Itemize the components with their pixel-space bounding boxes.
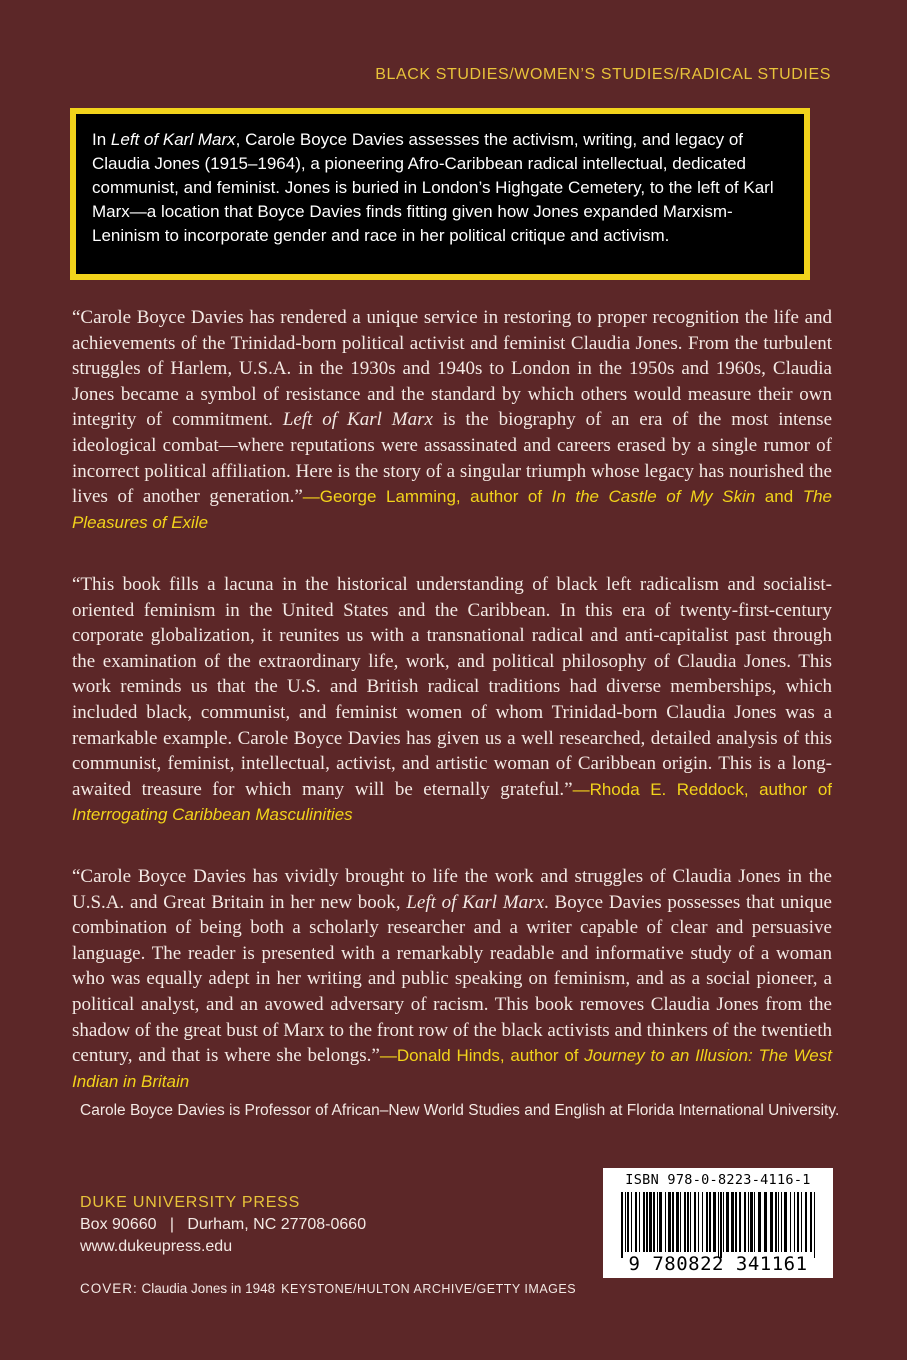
barcode-bar bbox=[690, 1192, 691, 1252]
barcode-bar bbox=[657, 1192, 658, 1252]
barcode-bar bbox=[784, 1192, 787, 1252]
barcode-bar bbox=[758, 1192, 761, 1252]
barcode-bar bbox=[639, 1192, 640, 1252]
barcode-bar bbox=[726, 1192, 729, 1252]
barcode-bar bbox=[718, 1192, 719, 1258]
intro-text: In Left of Karl Marx, Carole Boyce Davies assesses the activism, writing, and legacy of Claudia Jones (1915–1964), a pioneering Afro-Caribbean radical intellectual, dedicated communist, and feminist. Jones is buried in London’s Highgate Cemetery, to the left of Karl Marx—a location that Boyce Davies finds fitting given how Jones expanded Marxism-Leninism to incorporate gender and race in her political critique and activism. bbox=[92, 130, 774, 245]
blurb-attribution: —George Lamming, author of In the Castle of My Skin and The Pleasures of Exile bbox=[72, 487, 832, 532]
intro-box bbox=[70, 108, 810, 280]
barcode-bar bbox=[653, 1192, 655, 1252]
author-bio: Carole Boyce Davies is Professor of African–New World Studies and English at Florida International University. bbox=[80, 1102, 840, 1119]
barcode-bar bbox=[775, 1192, 777, 1252]
barcode-bar bbox=[646, 1192, 648, 1252]
book-title: Left of Karl Marx bbox=[406, 891, 544, 913]
cover-credit: COVER: Claudia Jones in 1948 KEYSTONE/HULTON ARCHIVE/GETTY IMAGES bbox=[80, 1281, 577, 1296]
isbn-text: ISBN 978-0-8223-4116-1 bbox=[625, 1172, 811, 1188]
blurb-attribution: —Donald Hinds, author of Journey to an Illusion: The West Indian in Britain bbox=[72, 1046, 832, 1091]
blurb-hinds: “Carole Boyce Davies has vividly brought to life the work and struggles of Claudia Jones in the U.S.A. and Great Britain in her new book, Left of Karl Marx. Boyce Davies possesses that unique combination of being both a scholarly researcher and a writer capable of clear and persuasive language. The reader is presented with a remarkably readable and informative study of a woman who was equally adept in her writing and public speaking on feminism, and as a social pioneer, a political analyst, and an avowed adversary of racism. This book removes Claudia Jones from the shadow of the great bust of Marx to the front row of the black activists and thinkers of the twentieth century, and that is where she belongs.”—Donald Hinds, author of Journey to an Illusion: The West Indian in Britain bbox=[72, 866, 832, 1091]
barcode-bar bbox=[649, 1192, 652, 1252]
barcode-bar bbox=[731, 1192, 734, 1252]
barcode-bar bbox=[676, 1192, 679, 1252]
barcode-bar bbox=[790, 1192, 791, 1252]
barcode-bar bbox=[635, 1192, 637, 1252]
barcode-bar bbox=[702, 1192, 703, 1252]
barcode-bar bbox=[684, 1192, 686, 1252]
category-label: BLACK STUDIES/WOMEN’S STUDIES/RADICAL STUDIES bbox=[375, 66, 831, 83]
barcode-digits: 9 780822 341161 bbox=[628, 1253, 808, 1275]
publisher-address: Box 90660 | Durham, NC 27708-0660 bbox=[80, 1216, 367, 1233]
barcode-bar bbox=[739, 1192, 741, 1252]
barcode-bar bbox=[698, 1192, 699, 1252]
barcode-bar bbox=[794, 1192, 795, 1252]
barcode-bar bbox=[672, 1192, 674, 1252]
barcode-bar bbox=[659, 1192, 662, 1252]
barcode-bar bbox=[713, 1192, 716, 1252]
barcode-bar bbox=[680, 1192, 681, 1252]
barcode-bar bbox=[643, 1192, 645, 1252]
barcode-bar bbox=[764, 1192, 767, 1252]
barcode-bar bbox=[694, 1192, 696, 1252]
barcode-bar bbox=[750, 1192, 753, 1252]
barcode-bar bbox=[625, 1192, 626, 1252]
barcode-bar bbox=[805, 1192, 807, 1252]
barcode-bar bbox=[814, 1192, 815, 1258]
barcode-bar bbox=[810, 1192, 812, 1252]
barcode-bar bbox=[668, 1192, 671, 1252]
book-title: Left of Karl Marx bbox=[282, 409, 433, 431]
barcode-bar bbox=[720, 1192, 722, 1258]
barcode-bar bbox=[627, 1192, 629, 1252]
publisher-block bbox=[80, 1192, 366, 1258]
publisher-url[interactable]: www.dukeupress.edu bbox=[80, 1238, 233, 1255]
barcode-bar bbox=[706, 1192, 708, 1252]
publisher-name: DUKE UNIVERSITY PRESS bbox=[80, 1194, 301, 1211]
barcode-bar bbox=[781, 1192, 782, 1252]
barcode-bar bbox=[665, 1192, 666, 1252]
blurb-lamming: “Carole Boyce Davies has rendered a unique service in restoring to proper recognition the life and achievements of the Trinidad-born political activist and feminist Claudia Jones. From the turbulent struggles of Harlem, U.S.A. in the 1930s and 1940s to London in the 1950s and 1960s, Claudia Jones became a symbol of resistance and the standard by which others would measure their own integrity of commitment. Left of Karl Marx is the biography of an era of the most intense ideological combat—where reputations were assassinated and careers erased by a single rumor of incorrect political affiliation. Here is the story of a singular triumph whose legacy has nourished the lives of another generation.”—George Lamming, author of In the Castle of My Skin and The Pleasures of Exile bbox=[72, 307, 833, 532]
barcode-bar bbox=[735, 1192, 737, 1252]
blurb-reddock: “This book fills a lacuna in the historical understanding of black left radicalism and socialist-oriented feminism in the United States and the Caribbean. In this era of twenty-first-century corporate globalization, it reunites us with a transnational radical and anti-capitalist past through the examination of the extraordinary life, work, and political philosophy of Claudia Jones. This work reminds us that the U.S. and British radical traditions had diverse memberships, which included black, communist, and feminist women of whom Trinidad-born Claudia Jones was a remarkable example. Carole Boyce Davies has given us a well researched, detailed analysis of this communist, feminist, intellectual, activist, and artistic woman of Caribbean origin. This is a long-awaited treasure for which many will be eternally grateful.”—Rhoda E. Reddock, author of Interrogating Caribbean Masculinities bbox=[72, 574, 833, 825]
barcode-bar bbox=[709, 1192, 711, 1252]
book-title: Left of Karl Marx bbox=[110, 130, 236, 149]
barcode-bar bbox=[687, 1192, 689, 1252]
barcode-bar bbox=[797, 1192, 799, 1252]
barcode-bar bbox=[748, 1192, 749, 1252]
barcode-bar bbox=[754, 1192, 755, 1252]
barcode-bar bbox=[778, 1192, 779, 1252]
barcode-bar bbox=[770, 1192, 773, 1252]
barcode-bar bbox=[744, 1192, 746, 1252]
blurb-attribution: —Rhoda E. Reddock, author of Interrogating Caribbean Masculinities bbox=[72, 779, 833, 825]
barcode-bar bbox=[723, 1192, 724, 1252]
barcode-bar bbox=[631, 1192, 632, 1252]
isbn-barcode bbox=[603, 1168, 833, 1278]
barcode-bar bbox=[801, 1192, 802, 1252]
barcode-bar bbox=[621, 1192, 623, 1258]
